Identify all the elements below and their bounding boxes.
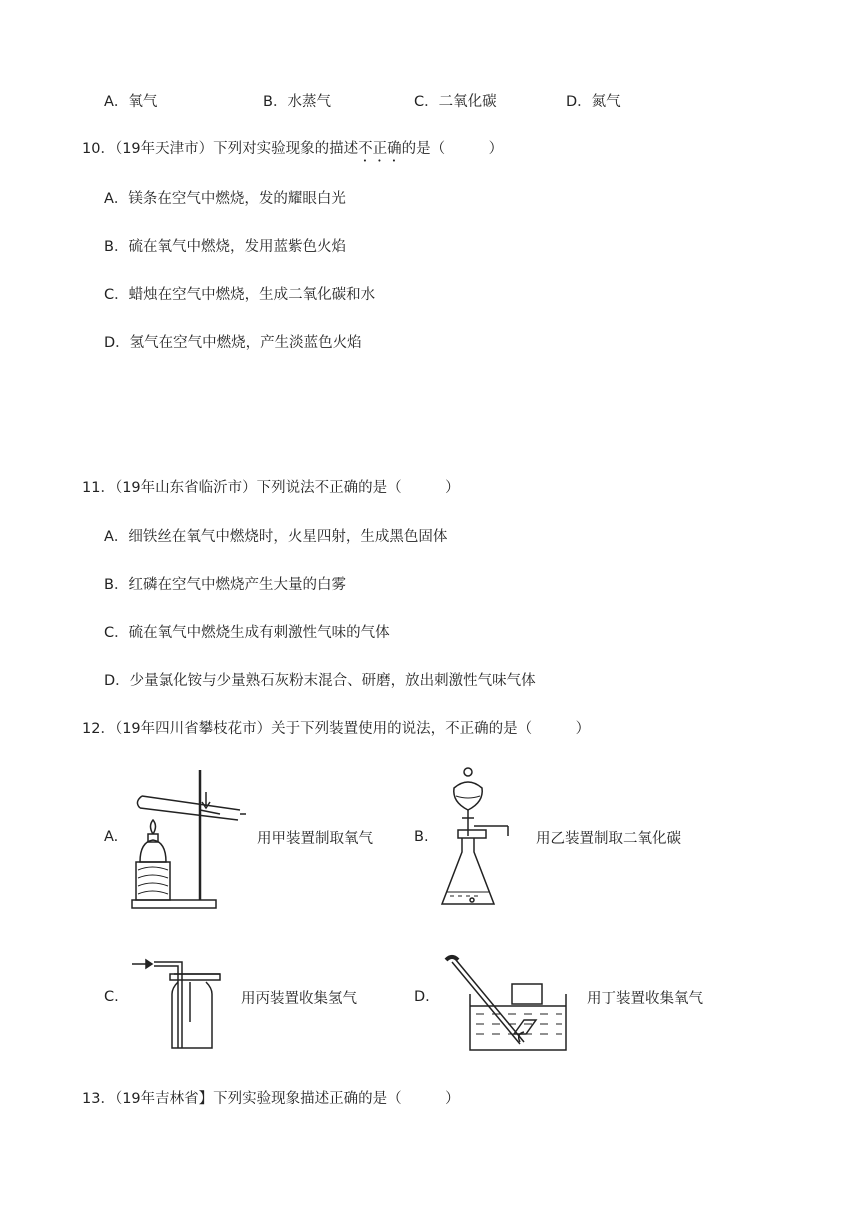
gas-collecting-bottle-icon <box>130 956 220 1056</box>
q12-option-d-text: 用丁装置收集氧气 <box>587 991 703 1007</box>
conical-flask-separatory-funnel-icon <box>438 766 528 910</box>
q10-option-c: C．蜡烛在空气中燃烧，生成二氧化碳和水 <box>104 287 376 303</box>
question-number: 10． <box>82 141 115 157</box>
emphasis-text: 不正确 <box>358 141 402 157</box>
q10-option-b: B．硫在氧气中燃烧，发用蓝紫色火焰 <box>104 239 346 255</box>
q12-option-a-letter: A. <box>104 829 119 845</box>
q11-option-c: C．硫在氧气中燃烧生成有刺激性气味的气体 <box>104 625 390 641</box>
option-text: 氮气 <box>591 94 621 110</box>
q12-stem: 12．（19年四川省攀枝花市）关于下列装置使用的说法，不正确的是（ ） <box>82 721 591 737</box>
q9-option-d <box>566 90 621 111</box>
q10-stem <box>82 137 503 165</box>
question-text-end: 的是（ ） <box>401 141 504 157</box>
option-letter: A． <box>104 94 129 110</box>
q12-option-b-text: 用乙装置制取二氧化碳 <box>536 831 681 847</box>
q13-stem: 13．（19年吉林省】下列实验现象描述正确的是（ ） <box>82 1091 460 1107</box>
q10-option-d: D．氢气在空气中燃烧，产生淡蓝色火焰 <box>104 335 362 351</box>
option-text: 水蒸气 <box>287 94 331 110</box>
q12-option-c-text: 用丙装置收集氢气 <box>241 991 357 1007</box>
q10-option-a: A．镁条在空气中燃烧，发的耀眼白光 <box>104 191 346 207</box>
q11-stem: 11．（19年山东省临沂市）下列说法不正确的是（ ） <box>82 480 460 496</box>
q11-option-b: B．红磷在空气中燃烧产生大量的白雾 <box>104 577 346 593</box>
q9-option-b <box>263 90 331 111</box>
question-text: （19年天津市）下列对实验现象的描述 <box>114 141 359 157</box>
test-tube-heating-apparatus-icon <box>128 762 248 912</box>
q12-option-c-letter: C. <box>104 989 119 1005</box>
q12-option-a-text: 用甲装置制取氧气 <box>257 831 373 847</box>
q12-option-b-letter: B. <box>414 829 429 845</box>
option-letter: D． <box>566 94 592 110</box>
q12-option-d-letter: D. <box>414 989 430 1005</box>
option-text: 氧气 <box>128 94 158 110</box>
q11-option-a: A．细铁丝在氧气中燃烧时，火星四射，生成黑色固体 <box>104 529 448 545</box>
q9-option-a <box>104 90 157 111</box>
option-text: 二氧化碳 <box>438 94 497 110</box>
q9-option-c <box>414 90 497 111</box>
option-letter: C． <box>414 94 439 110</box>
q11-option-d: D．少量氯化铵与少量熟石灰粉末混合、研磨，放出刺激性气味气体 <box>104 673 536 689</box>
water-trough-collection-icon <box>440 954 570 1054</box>
option-letter: B． <box>263 94 288 110</box>
